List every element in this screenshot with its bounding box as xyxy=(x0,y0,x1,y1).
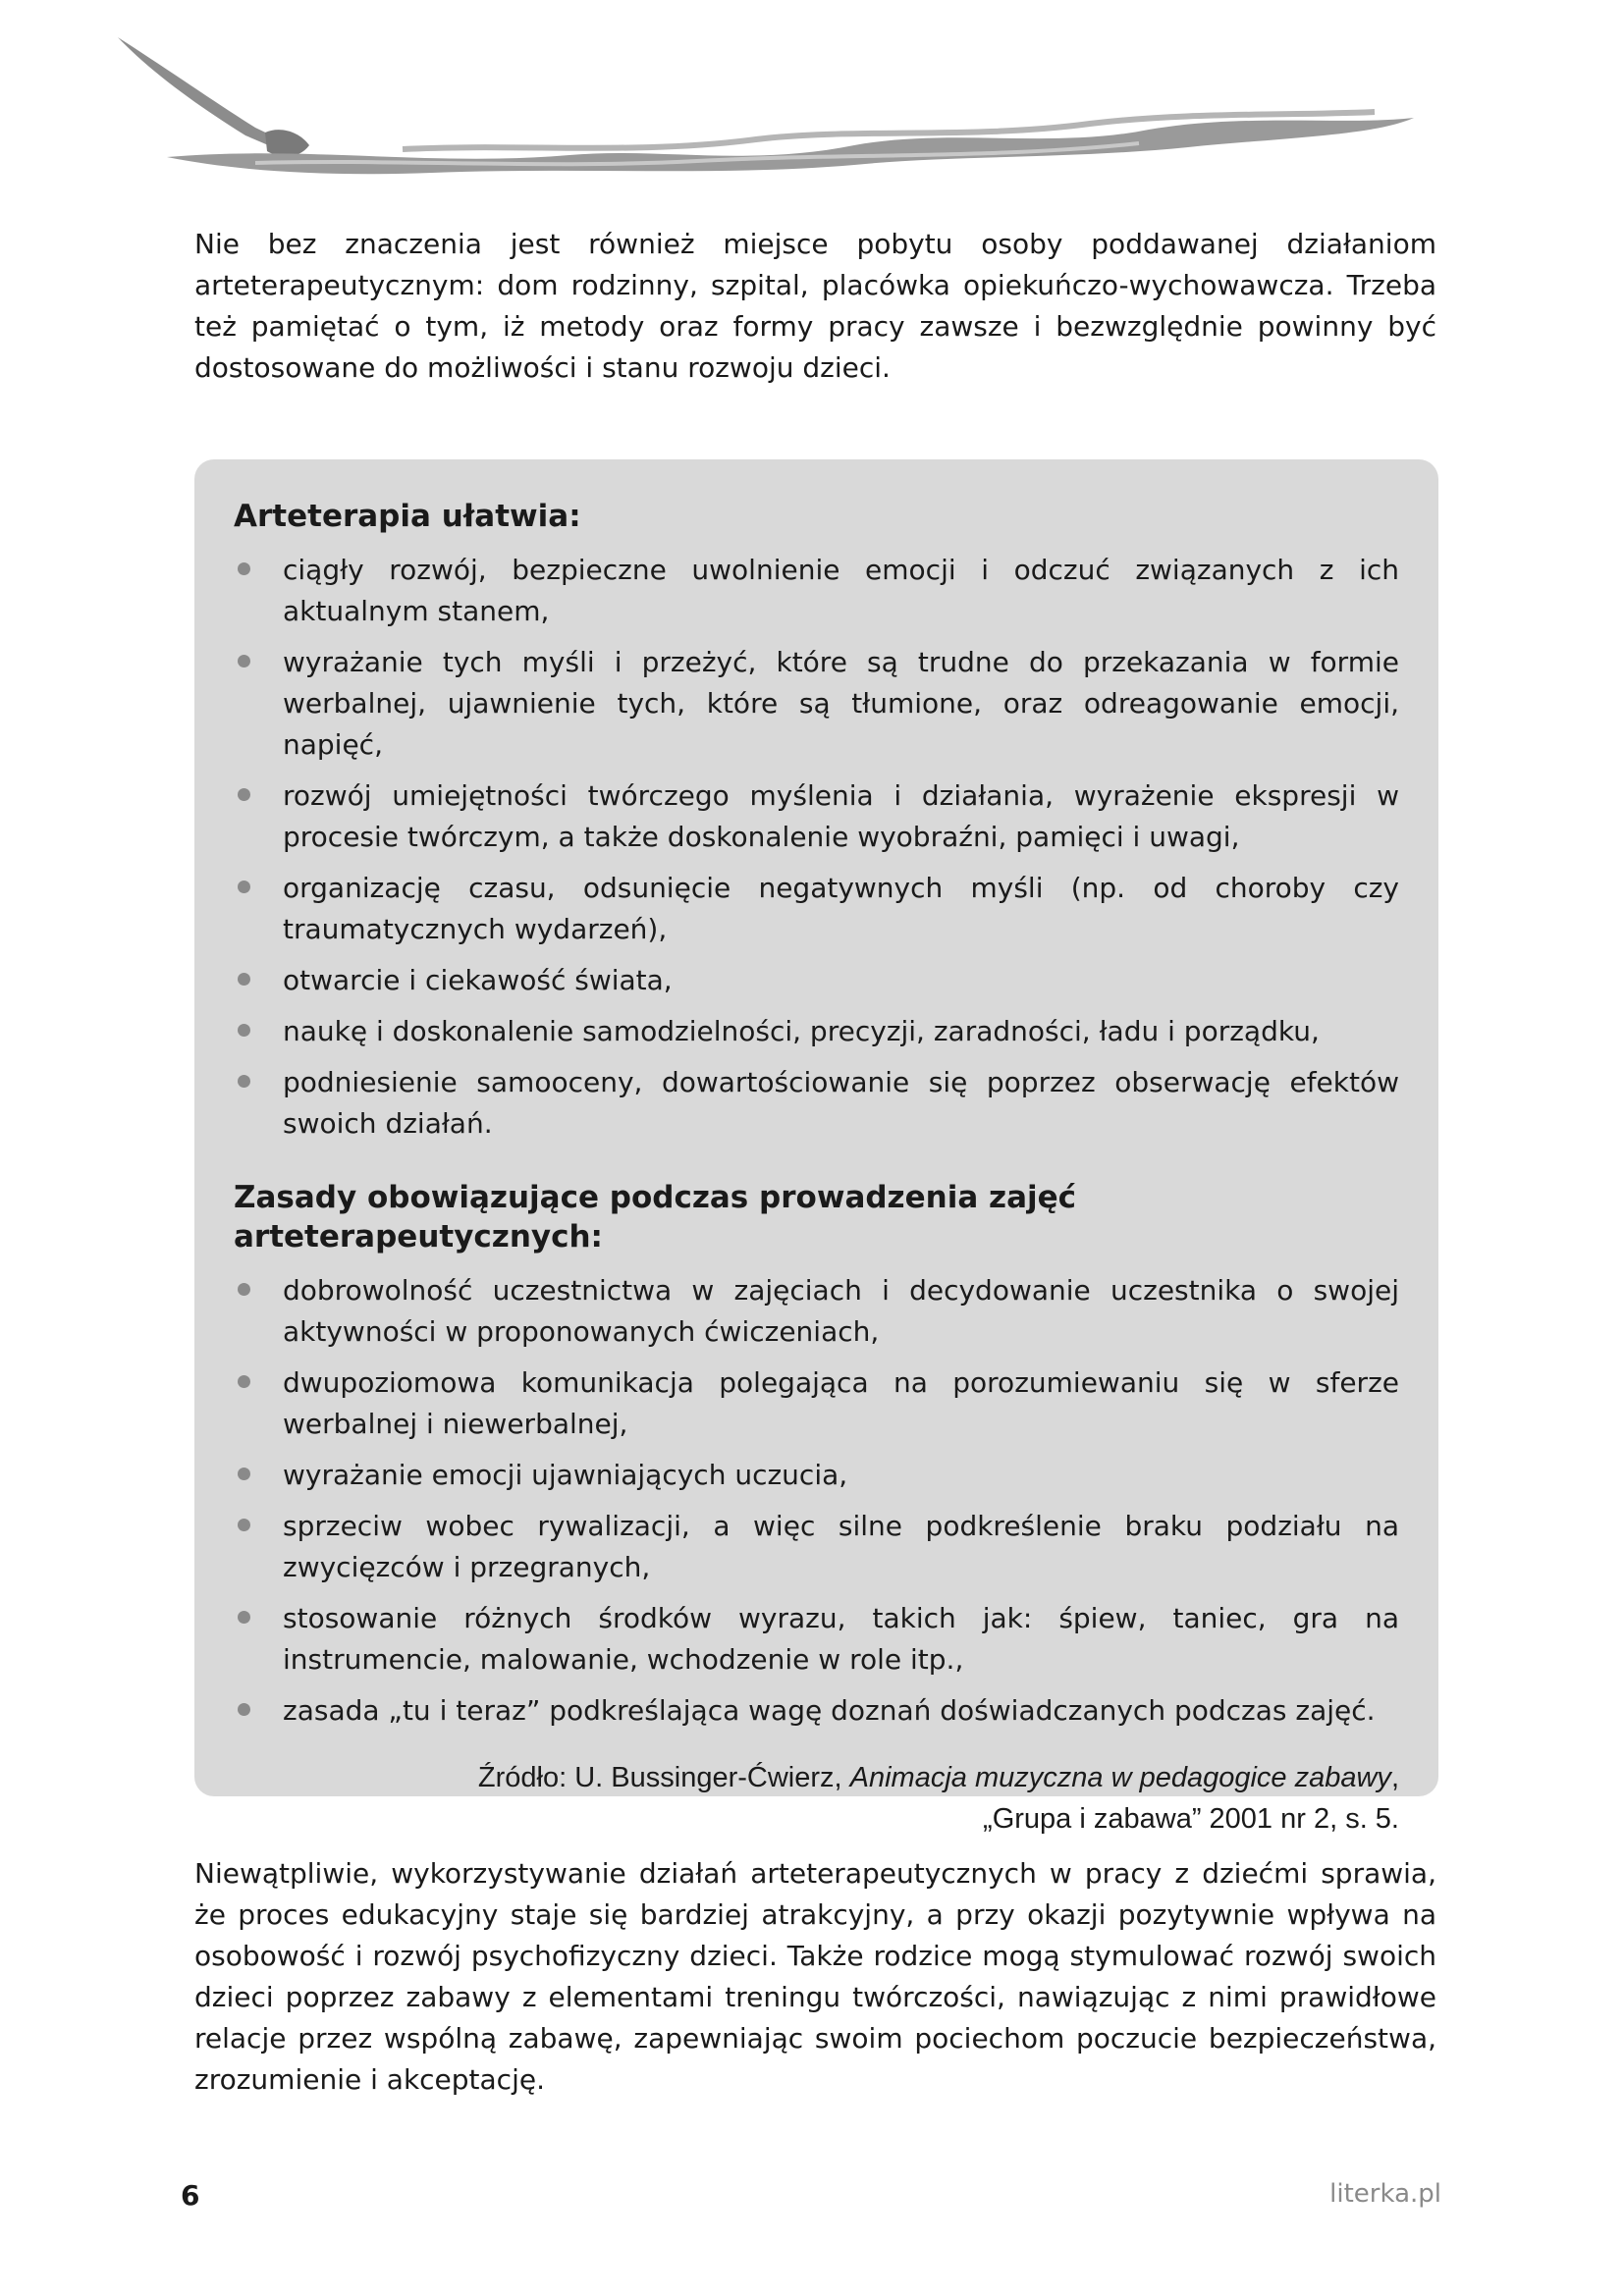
bullet-icon xyxy=(238,1611,250,1624)
footer-site-name: literka.pl xyxy=(1329,2179,1441,2209)
list-item: zasada „tu i teraz” podkreślająca wagę doznań doświadczanych podczas zajęć. xyxy=(234,1690,1399,1732)
box-heading-zasady: Zasady obowiązujące podczas prowadzenia zajęć arteterapeutycznych: xyxy=(234,1180,1077,1255)
source-publication: „Grupa i zabawa” 2001 nr 2, s. 5. xyxy=(983,1803,1399,1835)
paintbrush-header-decoration xyxy=(108,29,1483,177)
source-author: Źródło: U. Bussinger-Ćwierz, xyxy=(477,1762,850,1793)
bullet-icon xyxy=(238,788,250,801)
list-item: ciągły rozwój, bezpieczne uwolnienie emocji i odczuć związanych z ich aktualnym stanem, xyxy=(234,550,1399,632)
bullet-icon xyxy=(238,1283,250,1296)
bullet-icon xyxy=(238,655,250,667)
intro-paragraph: Nie bez znaczenia jest również miejsce pobytu osoby poddawanej działaniom arteterapeutycznym: dom rodzinny, szpital, placówka opiekuńczo-wychowawcza. Trzeba też pamiętać o tym, iż metody oraz formy pracy zawsze i bezwzględnie powinny być dostosowane do możliwości i stanu rozwoju dzieci. xyxy=(194,228,1436,384)
list-item: dobrowolność uczestnictwa w zajęciach i decydowanie uczestnika o swojej aktywności w proponowanych ćwiczeniach, xyxy=(234,1270,1399,1353)
bullet-icon xyxy=(238,881,250,893)
list-item: wyrażanie emocji ujawniających uczucia, xyxy=(234,1455,1399,1496)
bullet-icon xyxy=(238,1703,250,1716)
list-item: dwupoziomowa komunikacja polegająca na porozumiewaniu się w sferze werbalnej i niewerbalnej, xyxy=(234,1362,1399,1445)
bullet-icon xyxy=(238,973,250,986)
bullet-icon xyxy=(238,1075,250,1088)
list-item: sprzeciw wobec rywalizacji, a więc silne podkreślenie braku podziału na zwycięzców i przegranych, xyxy=(234,1506,1399,1588)
bullet-icon xyxy=(238,1024,250,1037)
list-item: wyrażanie tych myśli i przeżyć, które są trudne do przekazania w formie werbalnej, ujawnienie tych, które są tłumione, oraz odreagowanie emocji, napięć, xyxy=(234,642,1399,766)
bullet-icon xyxy=(238,1468,250,1480)
source-title: Animacja muzyczna w pedagogice zabawy xyxy=(849,1762,1391,1793)
list-item: stosowanie różnych środków wyrazu, takich jak: śpiew, taniec, gra na instrumencie, malowanie, wchodzenie w role itp., xyxy=(234,1598,1399,1681)
box-heading-arteterapia: Arteterapia ułatwia: xyxy=(234,499,581,534)
bullet-icon xyxy=(238,1375,250,1388)
page-number: 6 xyxy=(181,2179,200,2212)
outro-paragraph: Niewątpliwie, wykorzystywanie działań arteterapeutycznych w pracy z dziećmi sprawia, że proces edukacyjny staje się bardziej atrakcyjny, a przy okazji pozytywnie wpływa na osobowość i rozwój psychofizyczny dzieci. Także rodzice mogą stymulować rozwój swoich dzieci poprzez zabawy z elementami treningu twórczości, nawiązując z nimi prawidłowe relacje przez wspólną zabawę, zapewniając swoim pociechom poczucie bezpieczeństwa, zrozumienie i akceptację. xyxy=(194,1857,1436,2096)
list-item: organizację czasu, odsunięcie negatywnych myśli (np. od choroby czy traumatycznych wydarzeń), xyxy=(234,868,1399,950)
list-item: rozwój umiejętności twórczego myślenia i działania, wyrażenie ekspresji w procesie twórczym, a także doskonalenie wyobraźni, pamięci i uwagi, xyxy=(234,775,1399,858)
source-citation: Źródło: U. Bussinger-Ćwierz, Animacja muzyczna w pedagogice zabawy, „Grupa i zabawa” 2001 nr 2, s. 5. xyxy=(477,1762,1399,1835)
list-item: podniesienie samooceny, dowartościowanie się poprzez obserwację efektów swoich działań. xyxy=(234,1062,1399,1145)
list-item: otwarcie i ciekawość świata, xyxy=(234,960,1399,1001)
zasady-list xyxy=(234,1270,1399,1732)
info-box xyxy=(194,459,1438,1835)
bullet-icon xyxy=(238,562,250,575)
bullet-icon xyxy=(238,1519,250,1531)
list-item: naukę i doskonalenie samodzielności, precyzji, zaradności, ładu i porządku, xyxy=(234,1011,1399,1052)
arteterapia-list xyxy=(234,550,1399,1145)
